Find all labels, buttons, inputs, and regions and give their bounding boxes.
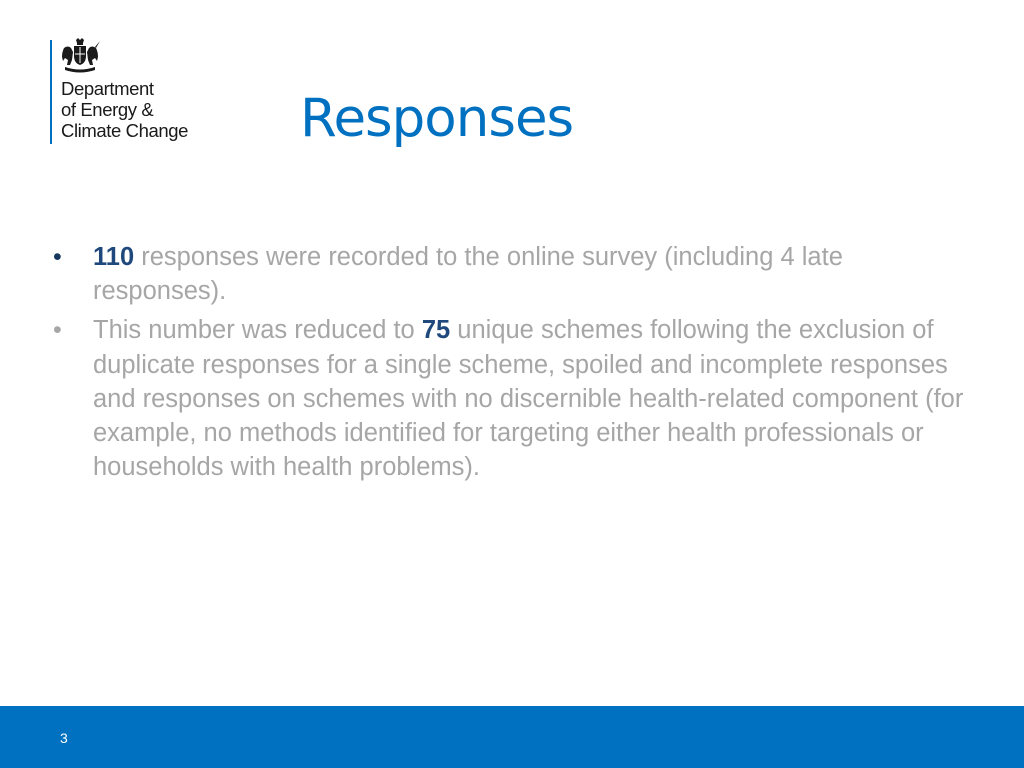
bullet-item [53,313,973,484]
footer-bar [0,706,1024,768]
department-name [61,78,188,141]
page-number: 3 [60,730,68,746]
bullet-text: unique schemes following the exclusion of duplicate responses for a single scheme, spoiled and incomplete responses and responses on schemes with no discernible health-related component (for example, no methods identified for targeting either health professionals or households with health problems). [93,316,964,482]
royal-crest-icon [59,38,101,74]
bullet-text-prefix: This number was reduced to [93,316,422,345]
bullet-text: responses were recorded to the online survey (including 4 late responses). [93,243,843,306]
bullet-dot-icon: • [53,316,62,345]
department-name-line: Department [61,78,154,99]
unique-scheme-count: 75 [421,316,451,345]
slide-title: Responses [300,88,574,149]
response-count: 110 [93,243,135,271]
department-logo [50,38,230,144]
bullet-list [53,240,973,489]
department-name-line: Climate Change [61,120,189,141]
logo-divider-line [50,40,52,144]
department-name-line: of Energy & [61,99,154,120]
bullet-dot-icon: • [53,243,62,271]
bullet-item [53,240,973,308]
